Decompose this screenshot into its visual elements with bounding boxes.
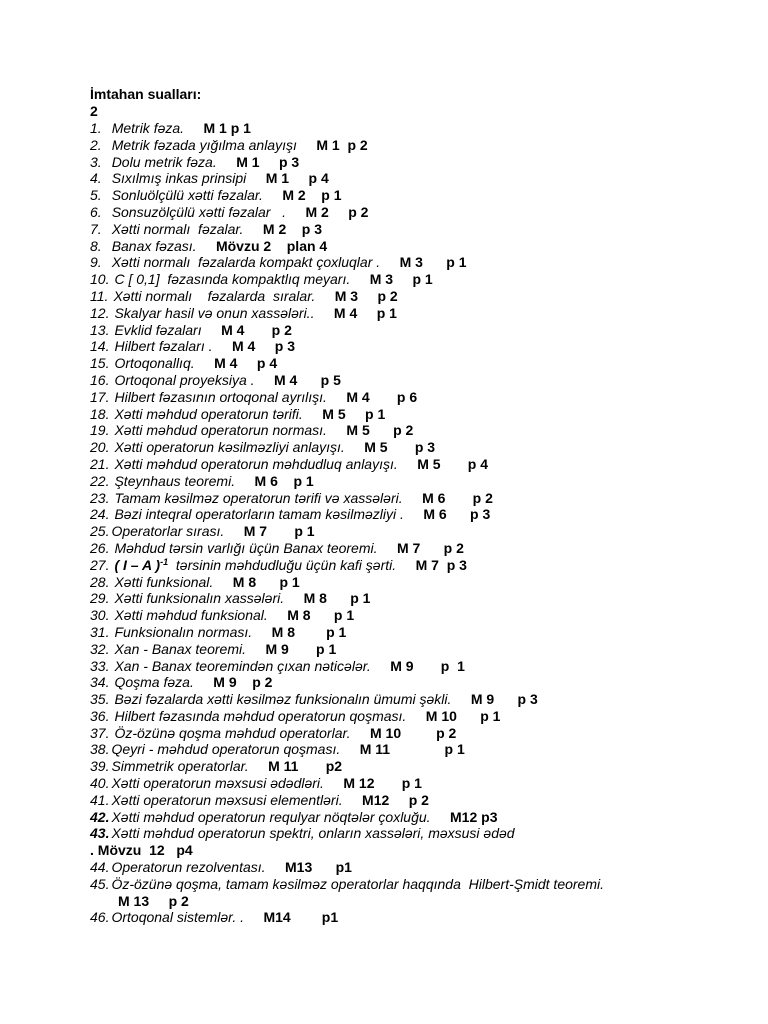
question-number: 2. (90, 136, 102, 153)
topic-reference: M 9 p 1 (265, 640, 337, 657)
list-item (90, 574, 750, 591)
question-text: Sonluölçülü xətti fəzalar. (111, 187, 263, 204)
topic-reference: M14 p1 (263, 909, 339, 926)
question-number: 23. (90, 489, 110, 506)
question-text: Xətti məhdud operatorun norması. (114, 422, 327, 439)
topic-reference: M 6 p 2 (422, 489, 493, 506)
question-text: Metrik fəzada yığılma anlayışı (111, 136, 297, 153)
question-number: 43. (90, 825, 110, 842)
question-text: Bəzi fəzalarda xətti kəsilməz funksionalın ümumi şəkli. (114, 691, 452, 708)
list-item (90, 238, 750, 255)
question-number: 45. (90, 875, 110, 892)
topic-reference: M 3 p 2 (334, 287, 398, 304)
list-item (90, 170, 750, 187)
question-list (90, 120, 750, 926)
question-text: Xətti normalı fəzalarda kompakt çoxluqlar . (111, 254, 381, 271)
list-item (90, 187, 750, 204)
question-number: 37. (90, 724, 110, 741)
document-page (90, 86, 750, 926)
list-item (90, 859, 750, 876)
question-number: 11. (90, 287, 109, 304)
topic-reference: M 11 p2 (268, 758, 343, 775)
topic-reference: M 4 p 2 (221, 321, 292, 338)
question-text: Ortoqonallıq. (114, 355, 195, 372)
question-text: Xətti məhdud operatorun tərifi. (114, 405, 303, 422)
list-item (90, 842, 750, 859)
topic-reference: M 2 p 2 (305, 203, 369, 220)
topic-reference: M 6 p 3 (423, 506, 491, 523)
topic-reference: M 1 p 3 (236, 153, 300, 170)
topic-reference: . Mövzu 12 p4 (90, 842, 193, 859)
question-text: Xətti məhdud operatorun requlyar nöqtələr çoxluğu. (111, 808, 431, 825)
list-item (90, 809, 750, 826)
question-number: 20. (90, 439, 110, 456)
topic-reference: M12 p 2 (362, 791, 429, 808)
question-number: 38. (90, 741, 110, 758)
question-text: Xətti məhdud funksional. (114, 607, 268, 624)
question-number: 14. (90, 338, 110, 355)
list-item (90, 641, 750, 658)
question-text: Xətti funksional. (114, 573, 214, 590)
question-number: 29. (90, 590, 110, 607)
topic-reference: M 8 p 1 (271, 623, 347, 640)
question-number: 30. (90, 607, 110, 624)
question-text: Bəzi inteqral operatorların tamam kəsilməzliyi . (114, 506, 404, 523)
question-text: Dolu metrik fəza. (111, 153, 217, 170)
question-number: 26. (90, 539, 110, 556)
question-text: Hilbert fəzaları . (114, 338, 213, 355)
question-number: 6. (90, 203, 102, 220)
list-item (90, 389, 750, 406)
list-item (90, 254, 750, 271)
list-item (90, 120, 750, 137)
question-number: 5. (90, 187, 102, 204)
topic-reference: M 4 p 6 (346, 388, 418, 405)
list-item (90, 372, 750, 389)
topic-reference: M 10 p 2 (369, 724, 457, 741)
topic-reference: M 10 p 1 (425, 707, 501, 724)
list-item (90, 355, 750, 372)
topic-reference: M 6 p 1 (254, 472, 314, 489)
list-item (90, 523, 750, 540)
question-number: 31. (90, 623, 110, 640)
question-number: 39. (90, 758, 110, 775)
list-item (90, 893, 750, 910)
question-text: Ortoqonal proyeksiya . (114, 371, 255, 388)
question-number: 10. (90, 271, 110, 288)
question-text: Xətti məhdud operatorun məhdudluq anlayışı. (114, 455, 398, 472)
topic-reference: M 5 p 2 (346, 422, 414, 439)
question-text: Tamam kəsilməz operatorun tərifi və xassələri. (114, 489, 403, 506)
list-item (90, 607, 750, 624)
question-text: Operatorlar sırası. (111, 523, 225, 540)
list-item (90, 741, 750, 758)
question-number: 18. (90, 405, 110, 422)
topic-reference: M 2 p 1 (282, 187, 342, 204)
question-text: Sıxılmış inkas prinsipi (111, 170, 247, 187)
question-number: 36. (90, 707, 110, 724)
question-number: 21. (90, 455, 110, 472)
topic-reference: M 1 p 1 (203, 120, 251, 136)
question-number: 4. (90, 170, 102, 187)
question-text: Xətti operatorun məxsusi elementləri. (111, 791, 343, 808)
question-text: Sonsuzölçülü xətti fəzalar . (111, 203, 286, 220)
list-item (90, 154, 750, 171)
question-text: Simmetrik operatorlar. (111, 758, 249, 775)
question-number: 19. (90, 422, 110, 439)
list-item (90, 708, 750, 725)
question-number: 41. (90, 791, 110, 808)
topic-reference: M 7 p 2 (396, 539, 464, 556)
question-text: Xan - Banax teoremi. (114, 640, 246, 657)
list-item (90, 204, 750, 221)
topic-reference: M 4 p 4 (214, 355, 278, 372)
question-text: Xətti operatorun məxsusi ədədləri. (111, 775, 324, 792)
question-text: Xətti funksionalın xassələri. (114, 590, 285, 607)
list-item (90, 658, 750, 675)
topic-reference: M 2 p 3 (262, 220, 323, 237)
list-item (90, 221, 750, 238)
topic-reference: M 9 p 2 (213, 674, 273, 691)
topic-reference: M 4 p 5 (274, 371, 341, 388)
question-number: 17. (90, 388, 110, 405)
list-item (90, 792, 750, 809)
list-item (90, 825, 750, 842)
topic-reference: M12 p3 (450, 808, 498, 825)
topic-reference: M 3 p 1 (369, 271, 433, 288)
question-text: Hilbert fəzasında məhdud operatorun qoşması. (114, 707, 407, 724)
question-number: 33. (90, 657, 110, 674)
question-text: Operatorun rezolventası. (111, 859, 266, 876)
formula: ( I – A ) (114, 556, 161, 573)
question-text: Xətti operatorun kəsilməzliyi anlayışı. (114, 439, 345, 456)
question-number: 15. (90, 355, 110, 372)
list-item (90, 674, 750, 691)
question-text: C [ 0,1] fəzasında kompaktlıq meyarı. (114, 271, 351, 288)
list-item (90, 691, 750, 708)
question-text: Xətti məhdud operatorun spektri, onların xassələri, məxsusi ədəd (111, 825, 515, 842)
question-number: 16. (90, 371, 110, 388)
question-set-number: 2 (90, 103, 98, 119)
question-text: Metrik fəza. (111, 120, 185, 136)
question-text: Məhdud tərsin varlığı üçün Banax teoremi. (114, 539, 378, 556)
question-number: 9. (90, 254, 102, 271)
topic-reference: M 8 p 1 (303, 590, 371, 607)
question-number: 28. (90, 573, 110, 590)
topic-reference: M 9 p 3 (470, 691, 538, 708)
list-item (90, 540, 750, 557)
topic-reference: M 4 p 3 (231, 338, 295, 355)
topic-reference: M 7 p 1 (243, 523, 315, 540)
list-item (90, 322, 750, 339)
list-item (90, 758, 750, 775)
question-text: Hilbert fəzasının ortoqonal ayrılışı. (114, 388, 327, 405)
question-number: 42. (90, 808, 110, 825)
list-item (90, 439, 750, 456)
topic-reference: M 5 p 3 (364, 439, 436, 456)
question-text: tərsinin məhdudluğu üçün kafi şərti. (175, 556, 397, 573)
question-text: Funksionalın norması. (114, 623, 253, 640)
question-text: Şteynhaus teoremi. (114, 472, 236, 489)
list-item (90, 288, 750, 305)
list-item (90, 624, 750, 641)
page-title: İmtahan sualları: (90, 86, 202, 102)
question-number: 44. (90, 859, 110, 876)
question-number: 40. (90, 775, 110, 792)
list-item (90, 338, 750, 355)
list-item (90, 456, 750, 473)
question-text: Banax fəzası. (111, 237, 197, 254)
question-number: 3. (90, 153, 102, 170)
topic-reference: M 8 p 1 (232, 573, 300, 590)
list-item (90, 422, 750, 439)
question-number: 24. (90, 506, 110, 523)
formula-exponent: -1 (160, 556, 169, 567)
list-item (90, 775, 750, 792)
question-text: Öz-özünə qoşma, tamam kəsilməz operatorlar haqqında Hilbert-Şmidt teoremi. (111, 875, 605, 892)
list-item (90, 406, 750, 423)
list-item (90, 473, 750, 490)
topic-reference: M 12 p 1 (343, 775, 422, 792)
question-text: Ortoqonal sistemlər. . (111, 909, 244, 926)
question-text: Qoşma fəza. (114, 674, 194, 691)
question-number: 46. (90, 909, 110, 926)
list-item (90, 305, 750, 322)
list-item (90, 876, 750, 893)
question-text: Xətti normalı fəzalarda sıralar. (113, 287, 316, 304)
topic-reference: M 4 p 1 (333, 304, 397, 321)
question-number: 7. (90, 220, 102, 237)
list-item (90, 271, 750, 288)
question-number: 13. (90, 321, 110, 338)
question-text: Xan - Banax teoremindən çıxan nəticələr. (114, 657, 371, 674)
question-number: 1. (90, 120, 102, 136)
question-text: Skalyar hasil və onun xassələri.. (114, 304, 315, 321)
question-number: 8. (90, 237, 102, 254)
topic-reference: M 8 p 1 (287, 607, 355, 624)
topic-reference: M 3 p 1 (399, 254, 467, 271)
question-number: 22. (90, 472, 110, 489)
topic-reference: Mövzu 2 plan 4 (215, 237, 328, 254)
topic-reference: M 5 p 1 (322, 405, 386, 422)
topic-reference: M 9 p 1 (390, 657, 465, 674)
question-text: Xətti normalı fəzalar. (111, 220, 244, 237)
topic-reference: M 1 p 4 (265, 170, 329, 187)
list-item (90, 557, 750, 574)
list-item (90, 909, 750, 926)
list-item (90, 506, 750, 523)
question-text: Evklid fəzaları (114, 321, 202, 338)
question-number: 25. (90, 523, 110, 540)
question-text: Qeyri - məhdud operatorun qoşması. (111, 741, 341, 758)
list-item (90, 137, 750, 154)
topic-reference: M13 p1 (285, 859, 352, 876)
question-number: 35. (90, 691, 110, 708)
topic-reference: M 5 p 4 (417, 455, 489, 472)
list-item (90, 490, 750, 507)
topic-reference: M 7 p 3 (415, 556, 467, 573)
question-number: 12. (90, 304, 110, 321)
topic-reference: M 1 p 2 (316, 136, 368, 153)
question-number: 32. (90, 640, 110, 657)
list-item (90, 725, 750, 742)
question-number: 34. (90, 674, 110, 691)
topic-reference: M 13 p 2 (118, 892, 189, 909)
topic-reference: M 11 p 1 (359, 741, 465, 758)
question-number: 27. (90, 556, 110, 573)
list-item (90, 590, 750, 607)
question-text: Öz-özünə qoşma məhdud operatorlar. (114, 724, 351, 741)
